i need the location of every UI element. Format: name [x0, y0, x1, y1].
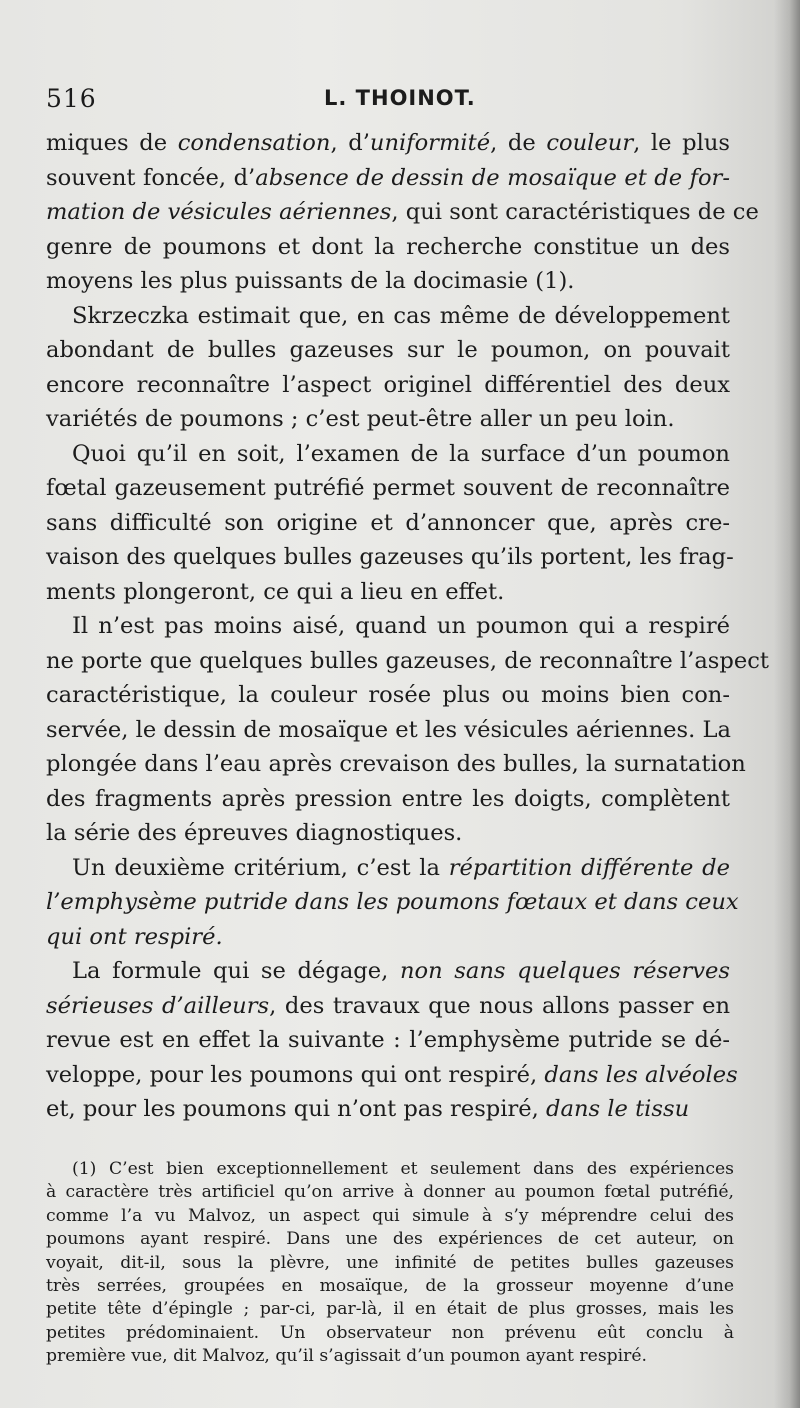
italic-run: couleur	[546, 130, 634, 156]
footnote-line: petites prédominaient. Un observateur non prévenu eût conclu à	[46, 1322, 734, 1343]
text-run: variétés de poumons ; c’est peut-être aller un peu loin.	[46, 406, 675, 432]
footnote-line: poumons ayant respiré. Dans une des expériences de cet auteur, on	[46, 1229, 734, 1250]
text-line	[46, 713, 730, 748]
text-run: La formule qui se dégage,	[72, 958, 400, 984]
italic-run: dans le tissu	[546, 1096, 690, 1122]
text-run: plongée dans l’eau après crevaison des bulles, la surnatation	[46, 751, 746, 777]
text-line	[46, 885, 739, 920]
footnote-line: très serrées, groupées en mosaïque, de la grosseur moyenne d’une	[46, 1275, 734, 1296]
text-line	[46, 126, 730, 161]
text-run: la série des épreuves diagnostiques.	[46, 820, 463, 846]
text-line	[46, 230, 730, 265]
text-line	[46, 402, 730, 437]
text-line	[46, 540, 734, 575]
running-head: L. THOINOT.	[324, 86, 476, 110]
italic-run: sérieuses d’ailleurs	[46, 992, 270, 1019]
text-run: caractéristique, la couleur rosée plus ou moins bien con-	[46, 682, 730, 708]
text-run: moyens les plus puissants de la docimasie (1).	[46, 268, 575, 294]
paragraph	[46, 609, 769, 851]
text-run: , qui sont caractéristiques de ce	[391, 199, 759, 225]
text-line	[46, 644, 769, 679]
page-edge-shadow	[774, 0, 800, 1408]
text-run: Quoi qu’il en soit, l’examen de la surface d’un poumon	[72, 440, 730, 467]
text-run: genre de poumons et dont la recherche constitue un des	[46, 233, 730, 260]
page-header	[46, 84, 726, 116]
text-run: des fragments après pression entre les doigts, complètent	[46, 785, 730, 812]
text-run: ments plongeront, ce qui a lieu en effet.	[46, 578, 505, 605]
text-line	[46, 264, 730, 299]
text-run: souvent foncée, d’	[46, 164, 256, 191]
paragraph	[46, 299, 730, 437]
text-line	[46, 989, 730, 1024]
text-run: , d’	[330, 130, 370, 156]
text-run: sans difficulté son origine et d’annoncer que, après cre-	[46, 509, 730, 536]
footnotes	[46, 1158, 734, 1369]
paragraph	[46, 851, 739, 955]
text-run: et, pour les poumons qui n’ont pas respiré,	[46, 1096, 547, 1122]
text-run: Un deuxième critérium, c’est la	[72, 854, 449, 881]
paragraph	[46, 126, 759, 299]
text-run: Il n’est pas moins aisé, quand un poumon qui a respiré	[72, 613, 730, 639]
footnote-line: (1) C’est bien exceptionnellement et seulement dans des expériences	[72, 1159, 734, 1179]
page-number: 516	[46, 84, 97, 113]
text-line	[46, 609, 730, 644]
text-run: fœtal gazeusement putréfié permet souvent de reconnaître	[46, 475, 730, 501]
text-run: ne porte que quelques bulles gazeuses, de reconnaître l’aspect	[46, 647, 769, 674]
footnote-line: première vue, dit Malvoz, qu’il s’agissait d’un poumon ayant respiré.	[46, 1346, 647, 1367]
text-run: Skrzeczka estimait que, en cas même de développement	[72, 302, 730, 329]
text-line	[46, 506, 730, 541]
text-line	[46, 747, 746, 782]
text-line	[46, 299, 730, 334]
text-line	[46, 575, 730, 610]
italic-run: dans les alvéoles	[544, 1061, 738, 1088]
text-line	[46, 333, 730, 368]
footnote-line: voyait, dit-il, sous la plèvre, une infinité de petites bulles gazeuses	[46, 1252, 734, 1273]
paragraph	[46, 437, 734, 610]
text-line	[46, 954, 730, 989]
italic-run: condensation	[177, 130, 331, 156]
text-run: servée, le dessin de mosaïque et les vésicules aériennes. La	[46, 716, 731, 743]
text-run: abondant de bulles gazeuses sur le poumon, on pouvait	[46, 337, 730, 363]
footnote-line: comme l’a vu Malvoz, un aspect qui simule à s’y méprendre celui des	[46, 1205, 734, 1226]
body-text	[46, 126, 769, 1127]
text-run: veloppe, pour les poumons qui ont respiré,	[46, 1061, 545, 1088]
text-run: , de	[490, 130, 547, 156]
italic-run: l’emphysème putride dans les poumons fœtaux et dans ceux	[46, 889, 739, 915]
italic-run: qui ont respiré.	[46, 923, 223, 950]
text-run: revue est en effet la suivante : l’emphysème putride se dé-	[46, 1027, 730, 1053]
italic-run: non sans quelques réserves	[399, 958, 730, 984]
footnote-line: à caractère très artificiel qu’on arrive à donner au poumon fœtal putréfié,	[46, 1182, 734, 1203]
text-run: vaison des quelques bulles gazeuses qu’ils portent, les frag-	[46, 544, 734, 570]
text-line	[46, 1092, 730, 1127]
paragraph	[46, 954, 738, 1127]
text-line	[46, 1023, 730, 1058]
footnote-line: petite tête d’épingle ; par-ci, par-là, il en était de plus grosses, mais les	[46, 1299, 734, 1320]
italic-run: mation de vésicules aériennes	[46, 199, 392, 225]
text-line	[46, 161, 730, 196]
text-run: , le plus	[633, 130, 730, 156]
italic-run: répartition différente de	[448, 854, 730, 881]
italic-run: absence de dessin de mosaïque et de for-	[255, 164, 730, 191]
text-run: miques de	[46, 130, 178, 156]
text-line	[46, 782, 730, 817]
text-line	[46, 851, 730, 886]
text-run: , des travaux que nous allons passer en	[269, 992, 730, 1019]
text-line	[46, 471, 730, 506]
text-line	[46, 920, 730, 955]
italic-run: uniformité	[369, 130, 491, 156]
text-line	[46, 816, 730, 851]
text-line	[46, 437, 730, 472]
text-line	[46, 195, 759, 230]
text-run: encore reconnaître l’aspect originel différentiel des deux	[46, 371, 730, 398]
text-line	[46, 678, 730, 713]
text-line	[46, 368, 730, 403]
text-line	[46, 1058, 738, 1093]
